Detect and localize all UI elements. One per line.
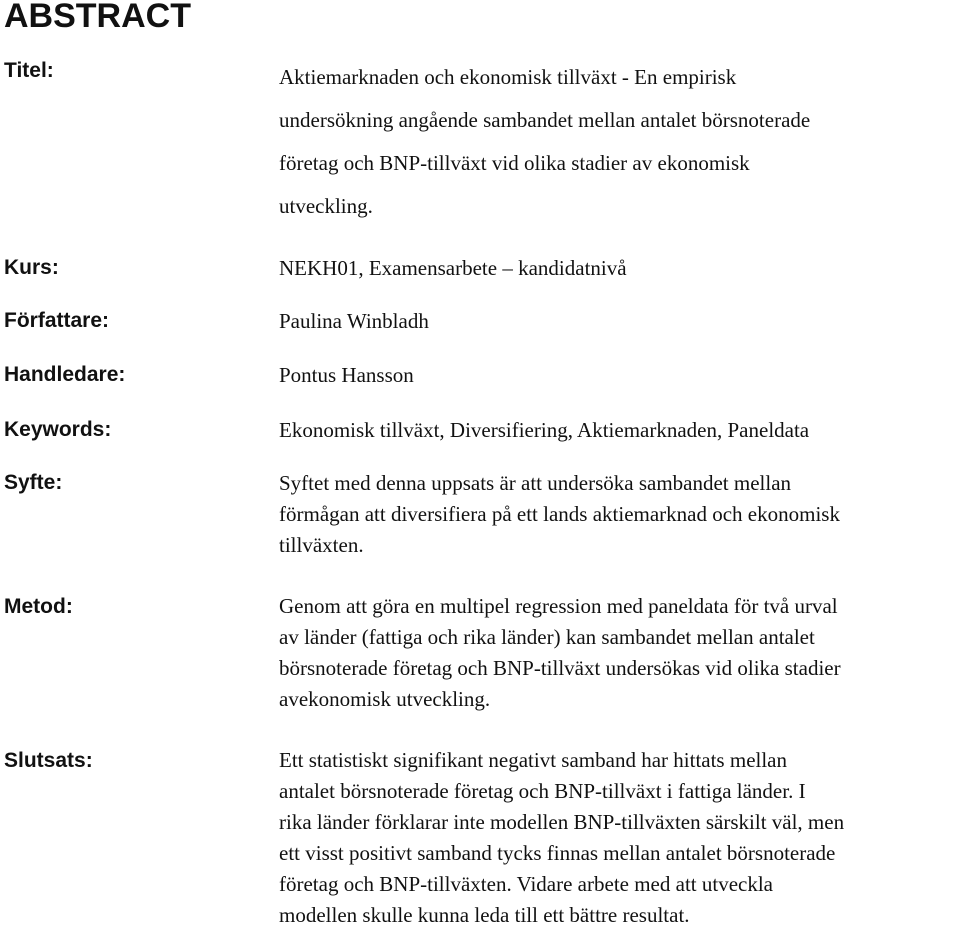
author-value: Paulina Winbladh (279, 309, 429, 333)
conclusions-line: Ett statistiskt signifikant negativt samband har hittats mellan (279, 748, 787, 772)
title-line: Aktiemarknaden och ekonomisk tillväxt - En empirisk (279, 65, 737, 89)
author-label: Författare: (4, 309, 110, 332)
conclusions-label: Slutsats: (4, 749, 93, 772)
course-label: Kurs: (4, 256, 59, 279)
conclusions-line: företag och BNP-tillväxten. Vidare arbete med att utveckla (279, 872, 774, 896)
conclusions-line: ett visst positivt samband tycks finnas mellan antalet börsnoterade (279, 841, 836, 865)
method-line: börsnoterade företag och BNP-tillväxt undersökas vid olika stadier (279, 656, 841, 680)
course-value: NEKH01, Examensarbete – kandidatnivå (279, 256, 627, 280)
keywords-value: Ekonomisk tillväxt, Diversifiering, Aktiemarknaden, Paneldata (279, 418, 810, 442)
purpose-line: förmågan att diversifiera på ett lands aktiemarknad och ekonomisk (279, 502, 840, 526)
keywords-label: Keywords: (4, 418, 112, 441)
purpose-value (279, 468, 840, 561)
conclusions-line: modellen skulle kunna leda till ett bättre resultat. (279, 903, 690, 927)
title-line: företag och BNP-tillväxt vid olika stadier av ekonomisk (279, 151, 750, 175)
purpose-line: Syftet med denna uppsats är att undersöka sambandet mellan (279, 471, 792, 495)
method-line: Genom att göra en multipel regression med paneldata för två urval (279, 594, 838, 618)
supervisor-label: Handledare: (4, 363, 126, 386)
title-value (279, 56, 810, 228)
purpose-line: tillväxten. (279, 533, 364, 557)
conclusions-line: antalet börsnoterade företag och BNP-tillväxt i fattiga länder. I (279, 779, 806, 803)
method-label: Metod: (4, 595, 73, 618)
title-line: undersökning angående sambandet mellan antalet börsnoterade (279, 108, 811, 132)
title-line: utveckling. (279, 194, 373, 218)
conclusions-line: rika länder förklarar inte modellen BNP-tillväxten särskilt väl, men (279, 810, 845, 834)
method-line: av länder (fattiga och rika länder) kan sambandet mellan antalet (279, 625, 815, 649)
supervisor-value: Pontus Hansson (279, 363, 414, 387)
title-label: Titel: (4, 59, 54, 82)
method-line: avekonomisk utveckling. (279, 687, 491, 711)
purpose-label: Syfte: (4, 471, 63, 494)
method-value (279, 591, 841, 715)
conclusions-value (279, 745, 844, 931)
page-heading: ABSTRACT (4, 0, 191, 35)
